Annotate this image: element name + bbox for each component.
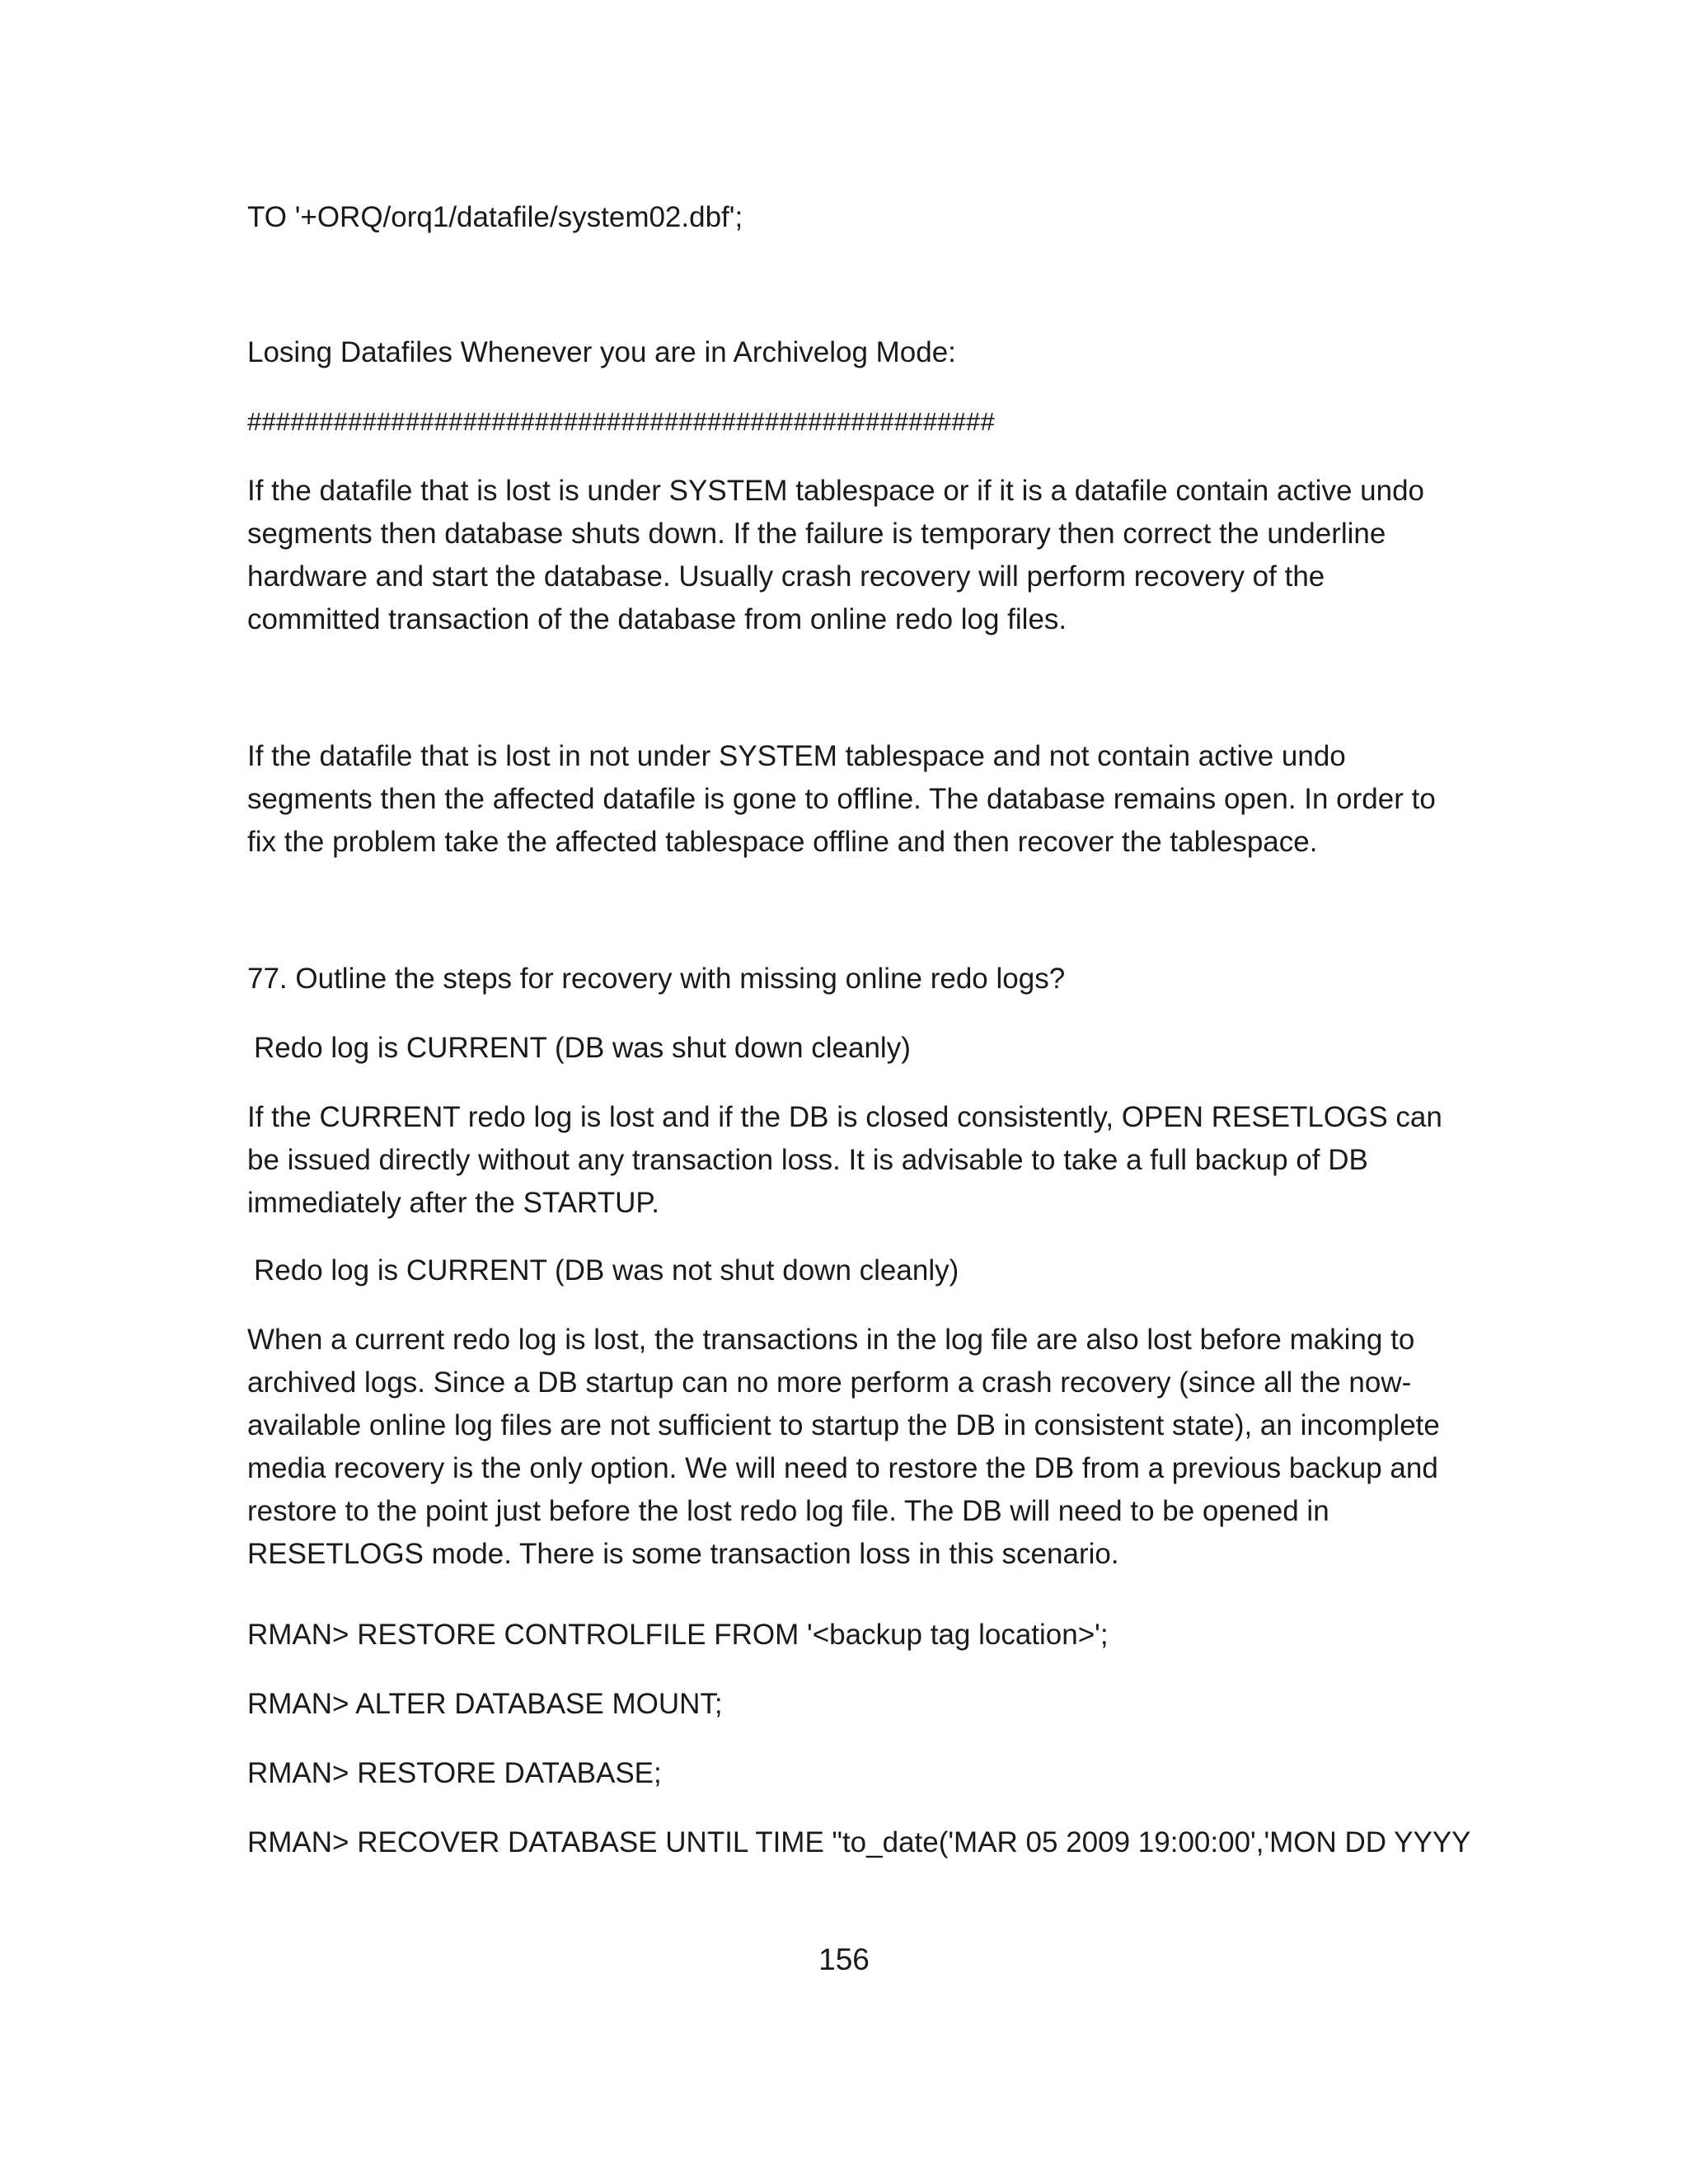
hash-separator: #################################################### (247, 407, 995, 436)
subheading-shutdown-clean: Redo log is CURRENT (DB was shut down cleanly) (254, 1032, 911, 1064)
rman-command-restore-database: RMAN> RESTORE DATABASE; (247, 1757, 662, 1789)
paragraph-shutdown-not-clean: When a current redo log is lost, the transactions in the log file are also lost before making to archived logs. Since a DB startup can no more perform a crash recovery (since all the now-available online log files are not sufficient to startup the DB in consistent state), an incomplete media recovery is the only option. We will need to restore the DB from a previous backup and restore to the point just before the lost redo log file. The DB will need to be opened in RESETLOGS mode. There is some transaction loss in this scenario. (247, 1324, 1440, 1570)
rman-command-recover-database: RMAN> RECOVER DATABASE UNTIL TIME "to_date('MAR 05 2009 19:00:00','MON DD YYYY (247, 1826, 1471, 1858)
rman-command-alter-database-mount: RMAN> ALTER DATABASE MOUNT; (247, 1688, 723, 1720)
paragraph-non-system-tablespace: If the datafile that is lost in not under SYSTEM tablespace and not contain active undo segments then the affected datafile is gone to offline. The database remains open. In order to fix the problem take the affected tablespace offline and then recover the tablespace. (247, 740, 1436, 858)
code-line-datafile-path: TO '+ORQ/orq1/datafile/system02.dbf'; (247, 201, 743, 233)
rman-command-restore-controlfile: RMAN> RESTORE CONTROLFILE FROM '<backup tag location>'; (247, 1619, 1109, 1651)
paragraph-system-tablespace: If the datafile that is lost is under SYSTEM tablespace or if it is a datafile contain active undo segments then database shuts down. If the failure is temporary then correct the underline hardware and start the database. Usually crash recovery will perform recovery of the committed transaction of the database from online redo log files. (247, 475, 1424, 635)
page-number: 156 (818, 1943, 870, 1976)
question-77: 77. Outline the steps for recovery with missing online redo logs? (247, 963, 1066, 995)
paragraph-shutdown-clean: If the CURRENT redo log is lost and if the DB is closed consistently, OPEN RESETLOGS can be issued directly without any transaction loss. It is advisable to take a full backup of DB immediately after the STARTUP. (247, 1101, 1442, 1219)
subheading-shutdown-not-clean: Redo log is CURRENT (DB was not shut down cleanly) (254, 1254, 959, 1286)
section-heading: Losing Datafiles Whenever you are in Archivelog Mode: (247, 336, 956, 368)
